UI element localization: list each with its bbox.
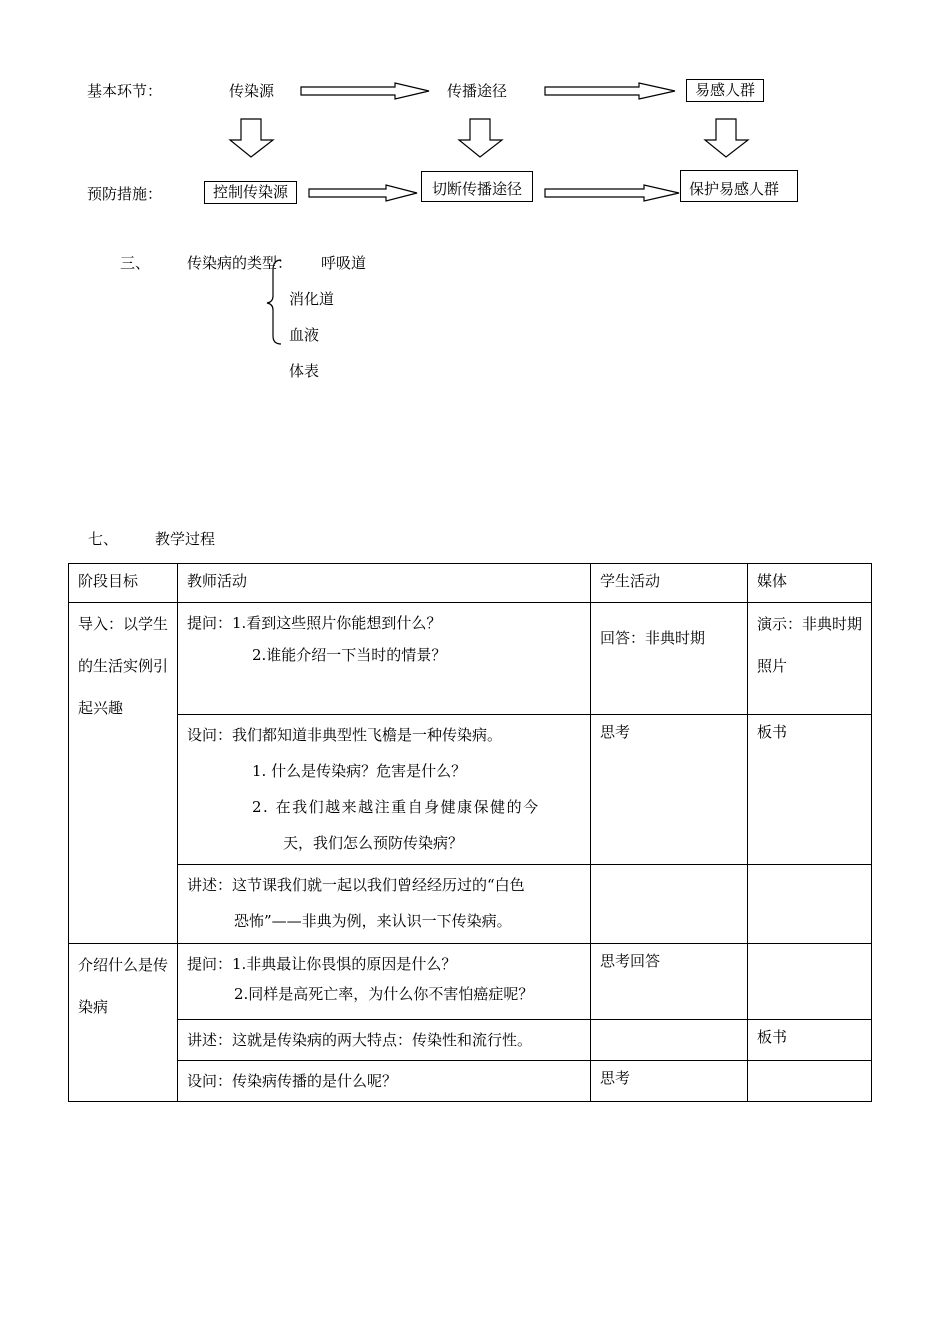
teacher-line: 讲述：这节课我们就一起以我们曾经经历过的“白色 bbox=[187, 876, 525, 894]
stage-define-text: 介绍什么是传染病 bbox=[78, 956, 169, 1016]
teacher-line: 讲述：这就是传染病的两大特点：传染性和流行性。 bbox=[187, 1031, 533, 1049]
teacher-line: 恐怖”——非典为例，来认识一下传染病。 bbox=[234, 912, 512, 930]
right-arrow-2 bbox=[544, 82, 676, 100]
type-digestive: 消化道 bbox=[289, 290, 335, 308]
header-student: 学生活动 bbox=[591, 564, 748, 603]
section7-number: 七、 bbox=[88, 530, 119, 548]
teacher-cell bbox=[178, 1020, 591, 1061]
stage-cell-intro bbox=[69, 603, 178, 944]
teacher-cell bbox=[178, 865, 591, 944]
table-row bbox=[69, 715, 872, 865]
table-header-row bbox=[69, 564, 872, 603]
down-arrow-3 bbox=[704, 118, 750, 158]
section7-title: 教学过程 bbox=[155, 530, 216, 548]
stage-cell-define bbox=[69, 944, 178, 1102]
student-text: 回答：非典时期 bbox=[600, 629, 706, 647]
media-text: 板书 bbox=[757, 1028, 788, 1046]
node-protect-group: 保护易感人群 bbox=[680, 170, 798, 202]
section3-number: 三、 bbox=[120, 254, 151, 272]
media-cell bbox=[748, 1020, 872, 1061]
brace-icon bbox=[265, 258, 285, 348]
type-body-surface: 体表 bbox=[289, 362, 320, 380]
node-cut-route: 切断传播途径 bbox=[421, 171, 533, 202]
teacher-line: 1. 什么是传染病？危害是什么？ bbox=[252, 762, 467, 780]
media-cell bbox=[748, 1061, 872, 1102]
table-row bbox=[69, 865, 872, 944]
table-row bbox=[69, 603, 872, 715]
header-stage: 阶段目标 bbox=[69, 564, 178, 603]
section3-title: 传染病的类型： bbox=[187, 254, 293, 272]
teacher-line: 天，我们怎么预防传染病？ bbox=[283, 834, 464, 852]
student-cell bbox=[591, 603, 748, 715]
media-cell bbox=[748, 603, 872, 715]
media-cell bbox=[748, 944, 872, 1020]
teacher-cell bbox=[178, 944, 591, 1020]
table-row bbox=[69, 1020, 872, 1061]
right-arrow-3 bbox=[308, 184, 418, 202]
media-text: 演示：非典时期照片 bbox=[757, 615, 863, 675]
table-row bbox=[69, 1061, 872, 1102]
student-cell bbox=[591, 1020, 748, 1061]
media-cell bbox=[748, 865, 872, 944]
down-arrow-1 bbox=[229, 118, 275, 158]
media-cell bbox=[748, 715, 872, 865]
table-row bbox=[69, 944, 872, 1020]
right-arrow-1 bbox=[300, 82, 430, 100]
node-infection-source: 传染源 bbox=[229, 82, 275, 100]
student-cell bbox=[591, 865, 748, 944]
student-text: 思考 bbox=[600, 723, 631, 741]
teacher-line: 2.谁能介绍一下当时的情景？ bbox=[252, 646, 447, 664]
teacher-cell bbox=[178, 1061, 591, 1102]
node-transmission-route: 传播途径 bbox=[447, 82, 508, 100]
node-susceptible-group: 易感人群 bbox=[686, 79, 764, 102]
student-cell bbox=[591, 944, 748, 1020]
student-text: 思考回答 bbox=[600, 952, 661, 970]
down-arrow-2 bbox=[458, 118, 504, 158]
right-arrow-4 bbox=[544, 184, 680, 202]
teacher-line: 2. 在我们越来越注重自身健康保健的今 bbox=[252, 798, 540, 816]
row1-label: 基本环节： bbox=[87, 82, 163, 100]
type-blood: 血液 bbox=[289, 326, 320, 344]
teacher-cell bbox=[178, 603, 591, 715]
teacher-line: 设问：我们都知道非典型性飞檐是一种传染病。 bbox=[187, 726, 503, 744]
media-text: 板书 bbox=[757, 723, 788, 741]
node-control-source: 控制传染源 bbox=[204, 181, 297, 204]
header-teacher: 教师活动 bbox=[178, 564, 591, 603]
teacher-line: 提问：1.非典最让你畏惧的原因是什么？ bbox=[187, 955, 457, 973]
teacher-cell bbox=[178, 715, 591, 865]
teaching-process-table bbox=[68, 563, 872, 1102]
header-media: 媒体 bbox=[748, 564, 872, 603]
teacher-line: 设问：传染病传播的是什么呢？ bbox=[187, 1072, 398, 1090]
row2-label: 预防措施： bbox=[87, 185, 163, 203]
student-text: 思考 bbox=[600, 1069, 631, 1087]
type-respiratory: 呼吸道 bbox=[321, 254, 367, 272]
stage-intro-text: 导入：以学生的生活实例引起兴趣 bbox=[78, 615, 169, 717]
teacher-line: 提问：1.看到这些照片你能想到什么？ bbox=[187, 614, 442, 632]
student-cell bbox=[591, 715, 748, 865]
teacher-line: 2.同样是高死亡率，为什么你不害怕癌症呢？ bbox=[234, 985, 534, 1003]
student-cell bbox=[591, 1061, 748, 1102]
